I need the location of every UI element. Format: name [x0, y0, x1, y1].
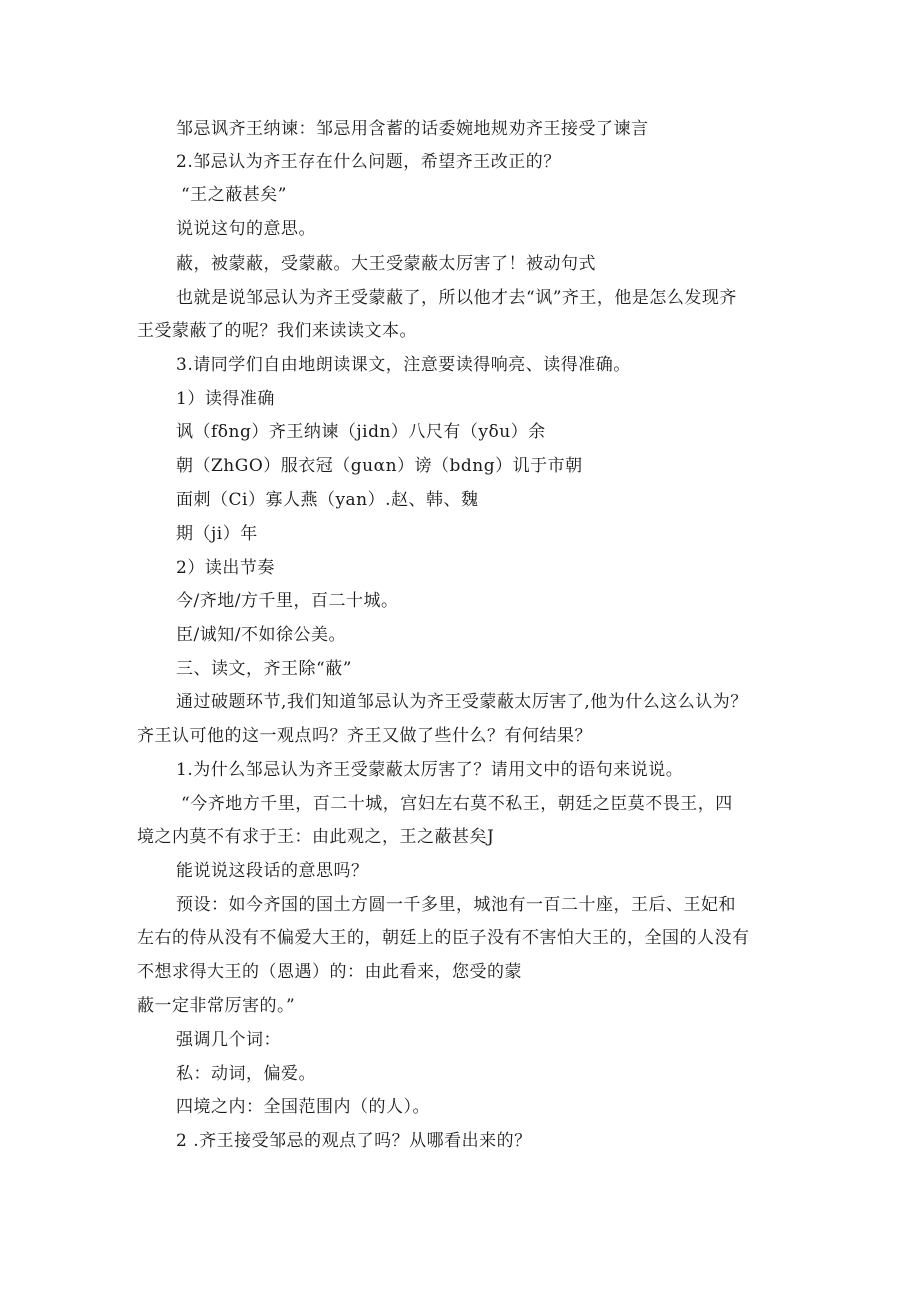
text-line: 2）读出节奏: [176, 558, 275, 578]
text-line: 蔽一定非常厉害的。”: [137, 996, 296, 1016]
text-line: 四境之内：全国范围内（的人）。: [176, 1097, 430, 1117]
text-line: 齐王认可他的这一观点吗？齐王又做了些什么？有何结果？: [137, 726, 592, 746]
text-line: 通过破题环节,我们知道邹忌认为齐王受蒙蔽太厉害了,他为什么这么认为？: [176, 692, 748, 712]
text-line: “王之蔽甚矣”: [181, 185, 287, 205]
text-line: 说说这句的意思。: [176, 219, 316, 239]
text-line: 也就是说邹忌认为齐王受蒙蔽了，所以他才去“讽”齐王，他是怎么发现齐: [176, 288, 737, 308]
text-line: 私：动词，偏爱。: [176, 1064, 316, 1084]
text-line: 蔽，被蒙蔽，受蒙蔽。大王受蒙蔽太厉害了！被动句式: [176, 254, 596, 274]
text-line: 面刺（Ci）寡人燕（yan）.赵、韩、魏: [176, 490, 479, 510]
text-line: 1.为什么邹忌认为齐王受蒙蔽太厉害了？请用文中的语句来说说。: [176, 760, 684, 780]
text-line: 2.邹忌认为齐王存在什么问题，希望齐王改正的？: [176, 152, 561, 172]
text-line: 境之内莫不有求于王：由此观之，王之蔽甚矣J: [137, 827, 495, 847]
text-line: 2 .齐王接受邹忌的观点了吗？从哪看出来的？: [176, 1131, 532, 1151]
text-line: 能说说这段话的意思吗？: [176, 861, 369, 881]
text-line: 讽（fδng）齐王纳谏（jidn）八尺有（yδu）余: [176, 422, 546, 442]
text-line: 左右的侍从没有不偏爱大王的，朝廷上的臣子没有不害怕大王的，全国的人没有: [137, 928, 750, 948]
text-line: 邹忌讽齐王纳谏：邹忌用含蓄的话委婉地规劝齐王接受了谏言: [176, 119, 649, 139]
text-line: 不想求得大王的（恩遇）的：由此看来，您受的蒙: [137, 962, 522, 982]
text-line: 3.请同学们自由地朗读课文，注意要读得响亮、读得准确。: [176, 355, 631, 375]
text-line: 期（ji）年: [176, 524, 258, 544]
text-line: 三、读文，齐王除“蔽”: [176, 659, 352, 679]
text-line: 朝（ZhGO）服衣冠（guαn）谤（bdng）讥于市朝: [176, 456, 583, 476]
text-line: 今/齐地/方千里，百二十城。: [176, 591, 399, 611]
text-line: 预设：如今齐国的国土方圆一千多里，城池有一百二十座，王后、王妃和: [176, 895, 736, 915]
text-line: “今齐地方千里，百二十城，宫妇左右莫不私王，朝廷之臣莫不畏王，四: [181, 794, 733, 814]
text-line: 1）读得准确: [176, 389, 275, 409]
text-line: 强调几个词：: [176, 1030, 281, 1050]
text-line: 臣/诚知/不如徐公美。: [176, 625, 346, 645]
text-line: 王受蒙蔽了的呢？我们来读读文本。: [137, 321, 417, 341]
